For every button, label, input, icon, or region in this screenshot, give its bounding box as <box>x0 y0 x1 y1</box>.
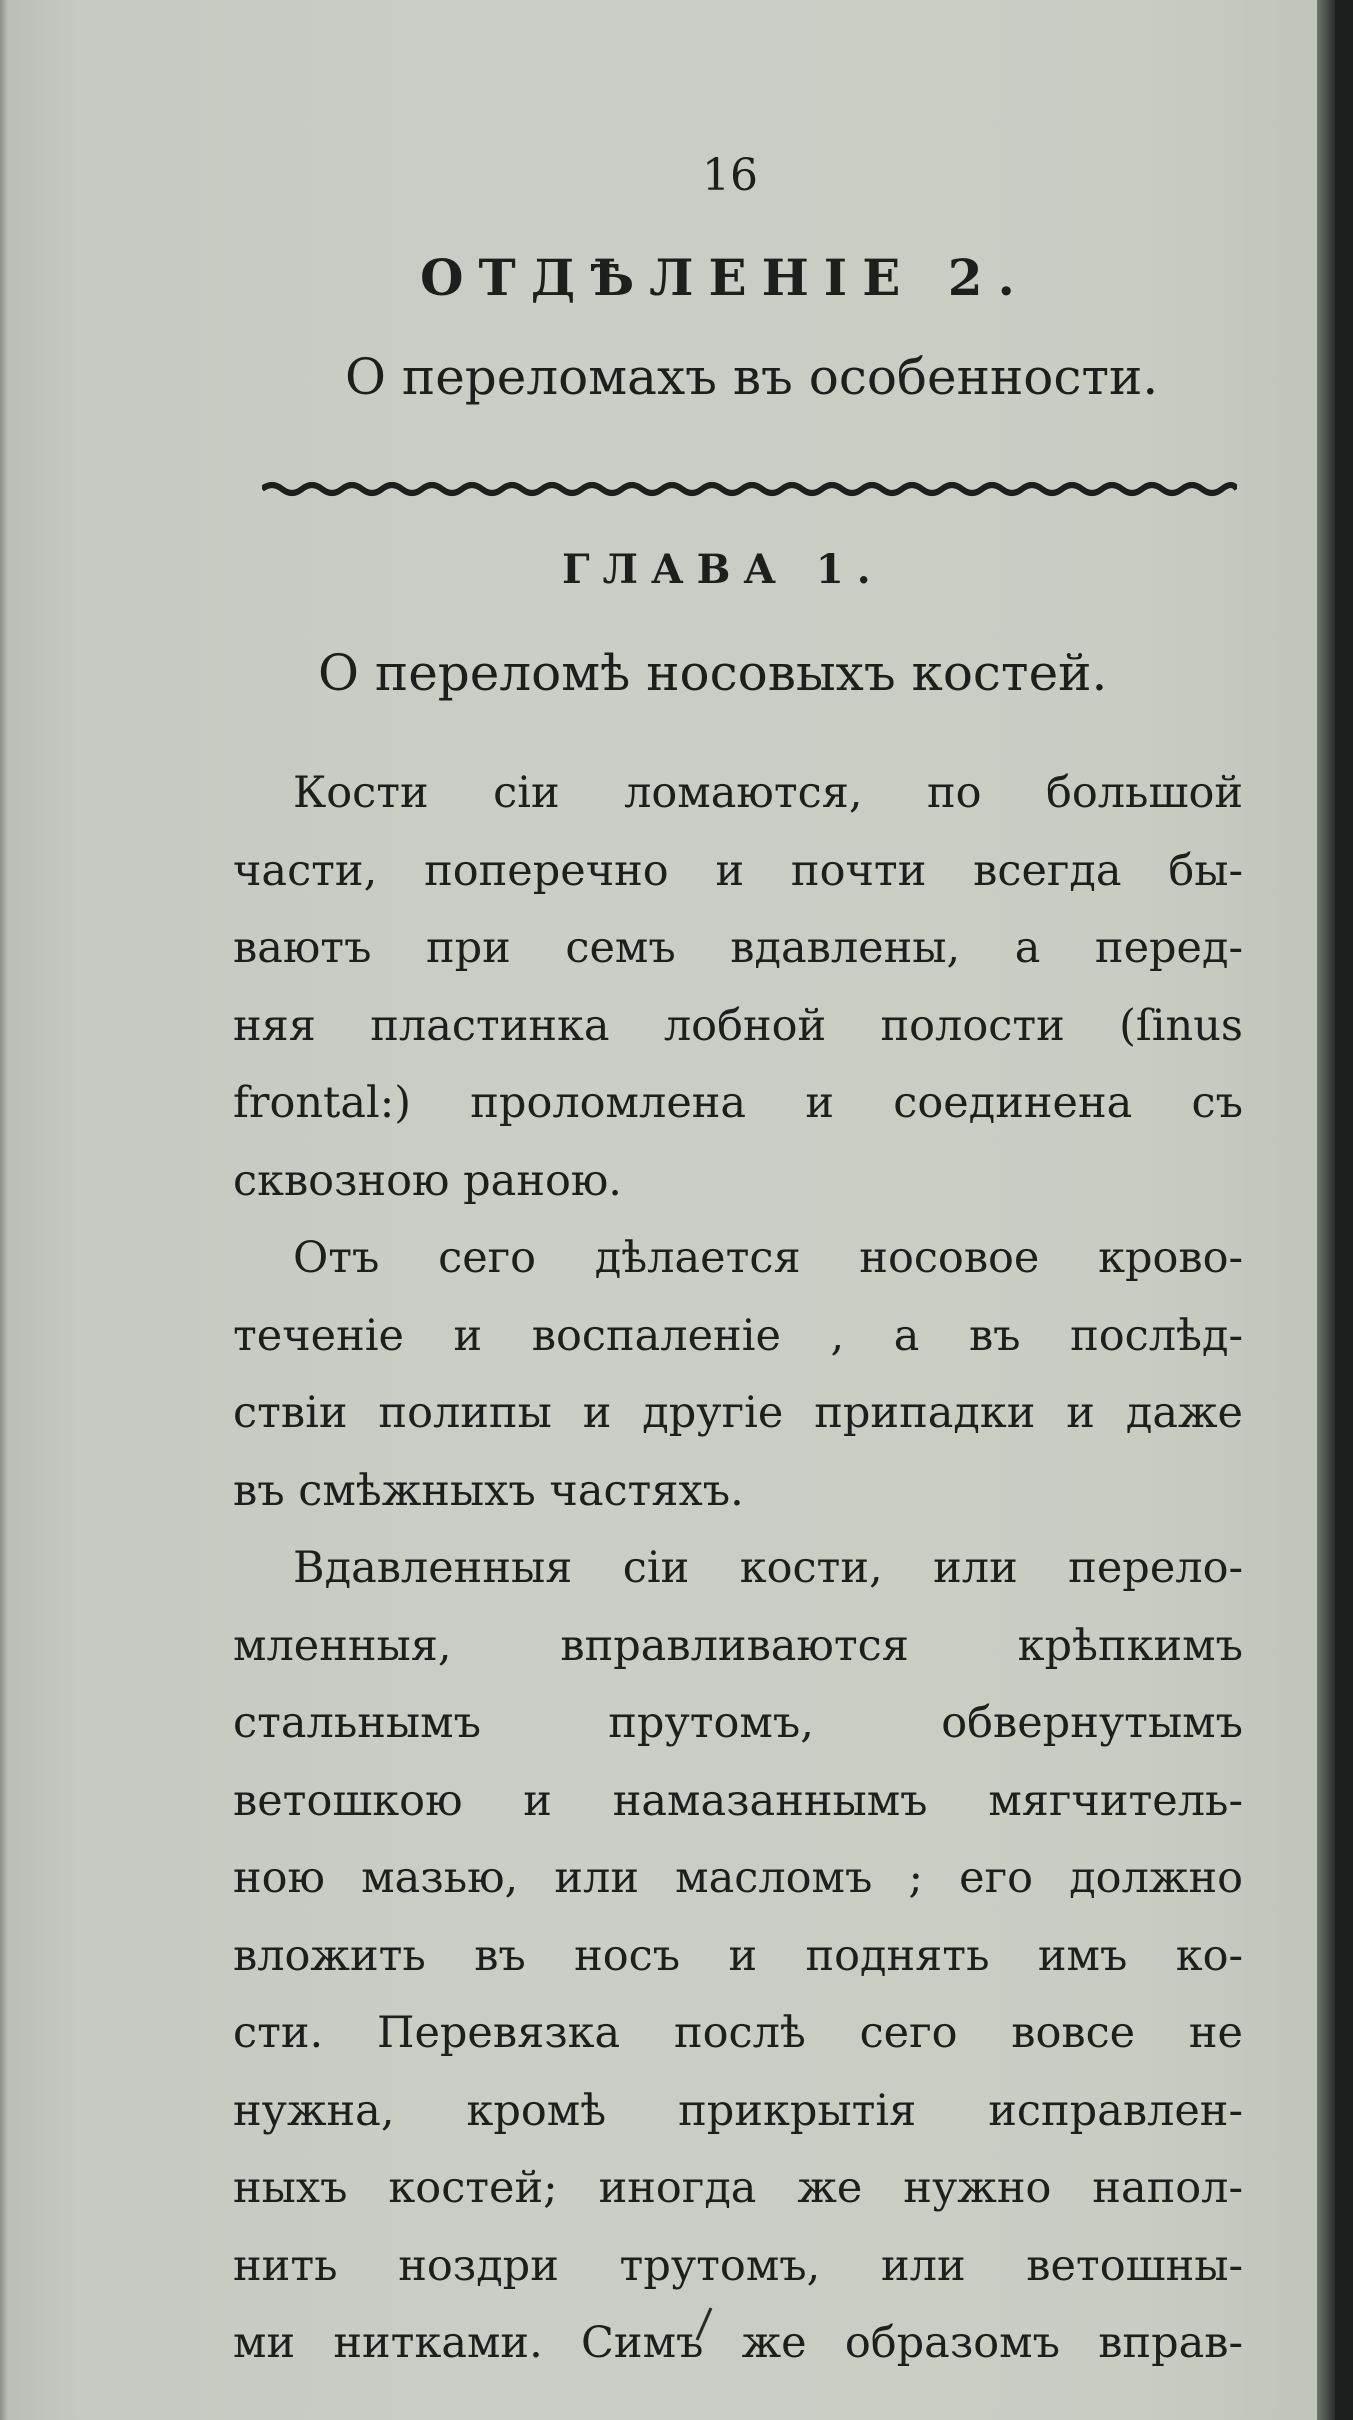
page-edge-shading <box>0 0 8 2420</box>
text-line: ныхъ костей; иногда же нужно напол- <box>233 2163 1243 2213</box>
text-line: ветошкою и намазаннымъ мягчитель- <box>233 1775 1243 1826</box>
text-line: сти. Перевязка послѣ сего вовсе не <box>233 2008 1243 2058</box>
page-number: 16 <box>702 150 758 201</box>
text-line: нужна, кромѣ прикрытія исправлен- <box>233 2085 1243 2136</box>
text-line: Вдавленныя сіи кости, или перело- <box>293 1543 1243 1593</box>
text-line: стальнымъ прутомъ, обвернутымъ <box>233 1698 1243 1748</box>
decorative-rule <box>262 478 1237 500</box>
text-line: сквозною раною. <box>233 1155 622 1206</box>
text-line: ною мазью, или масломъ ; его должно <box>233 1853 1243 1903</box>
text-line: Отъ сего дѣлается носовое крово- <box>293 1233 1243 1283</box>
section-heading: ОТДѢЛЕНІЕ 2. <box>420 248 1030 307</box>
text-line: въ смѣжныхъ частяхъ. <box>233 1465 744 1516</box>
text-line: мленныя, вправливаются крѣпкимъ <box>233 1620 1243 1671</box>
text-line: Кости сіи ломаются, по большой <box>293 768 1243 818</box>
chapter-subtitle: О переломѣ носовыхъ костей. <box>318 644 1108 702</box>
chapter-heading: ГЛАВА 1. <box>562 546 884 593</box>
text-line: няя пластинка лобной полости (ſinus <box>233 1000 1243 1051</box>
spine-shadow <box>1317 0 1335 2420</box>
text-line: теченіе и воспаленіе , а въ послѣд- <box>233 1310 1243 1361</box>
text-line: ми нитками. Симъ же образомъ вправ- <box>233 2318 1243 2368</box>
text-line: части, поперечно и почти всегда бы- <box>233 845 1243 896</box>
text-line: ваютъ при семъ вдавлены, а перед- <box>233 923 1243 973</box>
text-line: ствіи полипы и другіе припадки и даже <box>233 1388 1243 1438</box>
section-subtitle: О переломахъ въ особенности. <box>345 348 1159 406</box>
text-line: нить ноздри трутомъ, или ветошны- <box>233 2240 1243 2291</box>
body-text <box>233 755 1243 2383</box>
text-line: frontal:) проломлена и соединена съ <box>233 1078 1243 1128</box>
ink-mark <box>693 2302 717 2342</box>
text-line: вложить въ носъ и поднять имъ ко- <box>233 1930 1243 1981</box>
